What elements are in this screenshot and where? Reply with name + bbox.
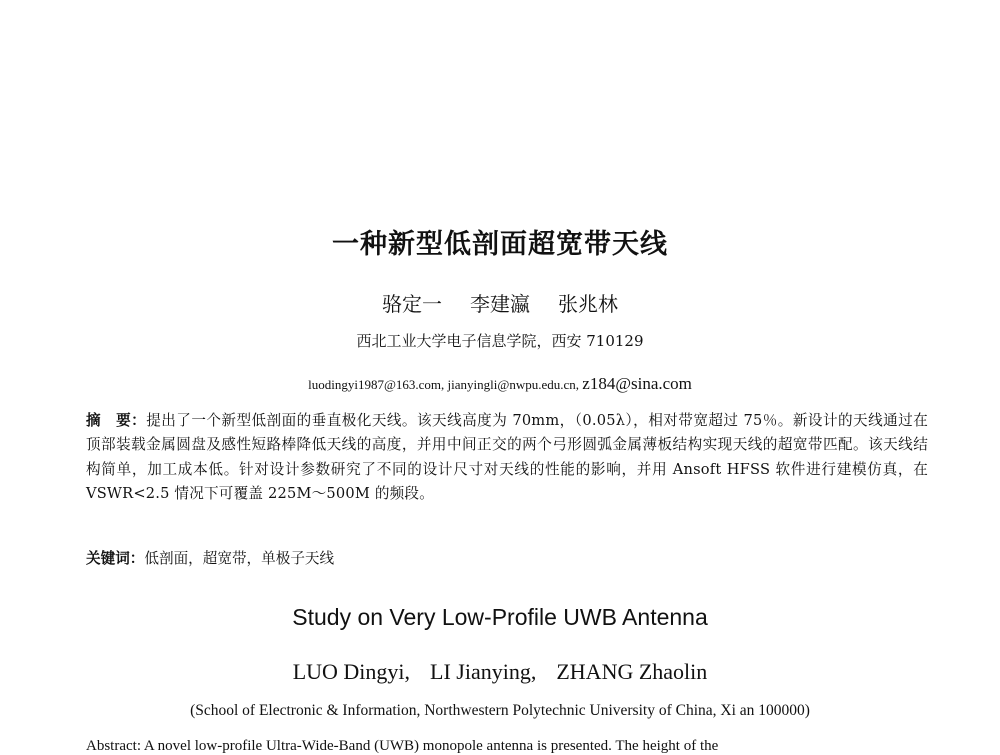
affiliation-english: (School of Electronic & Information, Northwestern Polytechnic University of China, Xi an 100000) (190, 702, 810, 719)
abstract-label: 摘 要： (86, 412, 147, 429)
email-last: z184@sina.com (582, 374, 692, 393)
author-name: 李建瀛 (470, 292, 530, 316)
paper-title-english: Study on Very Low-Profile UWB Antenna (292, 604, 708, 630)
author-list-chinese (0, 288, 1000, 317)
paper-title-chinese: 一种新型低剖面超宽带天线 (332, 229, 668, 260)
emails-main: luodingyi1987@163.com, jianyingli@nwpu.edu.cn, (308, 377, 583, 392)
author-emails (0, 374, 1000, 394)
author-name-english: ZHANG Zhaolin (556, 659, 708, 684)
abstract-text: 提出了一个新型低剖面的垂直极化天线。该天线高度为 70mm，（0.05λ），相对带宽超过 75％。新设计的天线通过在顶部装载金属圆盘及感性短路棒降低天线的高度，并用中间正交的两个弓形圆弧金属薄板结构实现天线的超宽带匹配。该天线结构简单，加工成本低。针对设计参数研究了不同的设计尺寸对天线的性能的影响，并用 Ansoft HFSS 软件进行建模仿真，在 VSWR<2.5 情况下可覆盖 225M～500M 的频段。 (86, 412, 928, 503)
author-list-english (0, 659, 1000, 685)
author-name-english: LUO Dingyi, (292, 659, 411, 684)
keywords-chinese (86, 547, 334, 568)
author-name: 骆定一 (382, 292, 442, 316)
author-name-english: LI Jianying, (430, 659, 537, 684)
author-name: 张兆林 (558, 292, 618, 316)
abstract-english-start: Abstract: A novel low-profile Ultra-Wide-Band (UWB) monopole antenna is presented. The height of the (86, 738, 719, 754)
keywords-label: 关键词： (86, 550, 145, 567)
keywords-text: 低剖面，超宽带，单极子天线 (144, 550, 335, 567)
abstract-chinese (86, 409, 928, 507)
affiliation-chinese: 西北工业大学电子信息学院，西安 710129 (356, 332, 644, 350)
